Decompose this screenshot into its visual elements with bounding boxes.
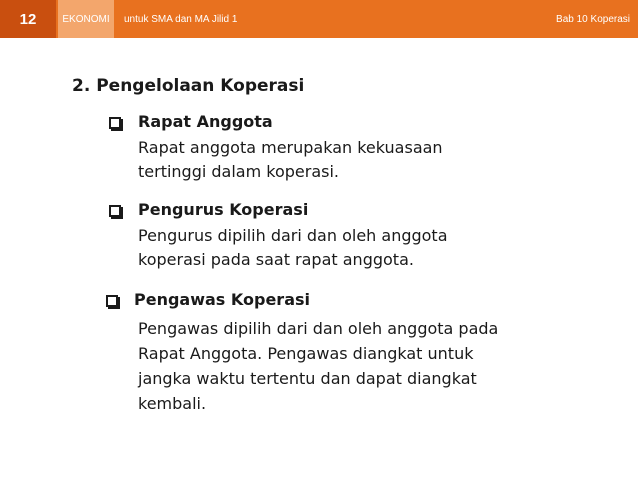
item-description-line: tertinggi dalam koperasi. bbox=[138, 162, 340, 181]
item-description-line: Rapat Anggota. Pengawas diangkat untuk bbox=[138, 344, 474, 363]
section-heading: 2. Pengelolaan Koperasi bbox=[72, 76, 305, 96]
item-description-line: koperasi pada saat rapat anggota. bbox=[138, 250, 414, 269]
item-description-line: Pengurus dipilih dari dan oleh anggota bbox=[138, 226, 448, 245]
item-title: Pengurus Koperasi bbox=[138, 200, 309, 219]
header-bar bbox=[0, 0, 638, 38]
item-description-line: Pengawas dipilih dari dan oleh anggota pada bbox=[138, 319, 499, 338]
chapter-label: Bab 10 Koperasi bbox=[556, 13, 630, 25]
checkbox-bullet-icon bbox=[109, 205, 121, 217]
item-description-line: Rapat anggota merupakan kekuasaan bbox=[138, 138, 443, 157]
checkbox-bullet-icon bbox=[109, 117, 121, 129]
item-description-line: kembali. bbox=[138, 394, 207, 413]
item-description-line: jangka waktu tertentu dan dapat diangkat bbox=[138, 369, 477, 388]
book-title: untuk SMA dan MA Jilid 1 bbox=[124, 13, 238, 25]
checkbox-bullet-icon bbox=[106, 295, 118, 307]
page-number: 12 bbox=[0, 0, 56, 38]
subject-label: EKONOMI bbox=[58, 0, 114, 38]
item-title: Pengawas Koperasi bbox=[134, 290, 310, 309]
item-title: Rapat Anggota bbox=[138, 112, 273, 131]
